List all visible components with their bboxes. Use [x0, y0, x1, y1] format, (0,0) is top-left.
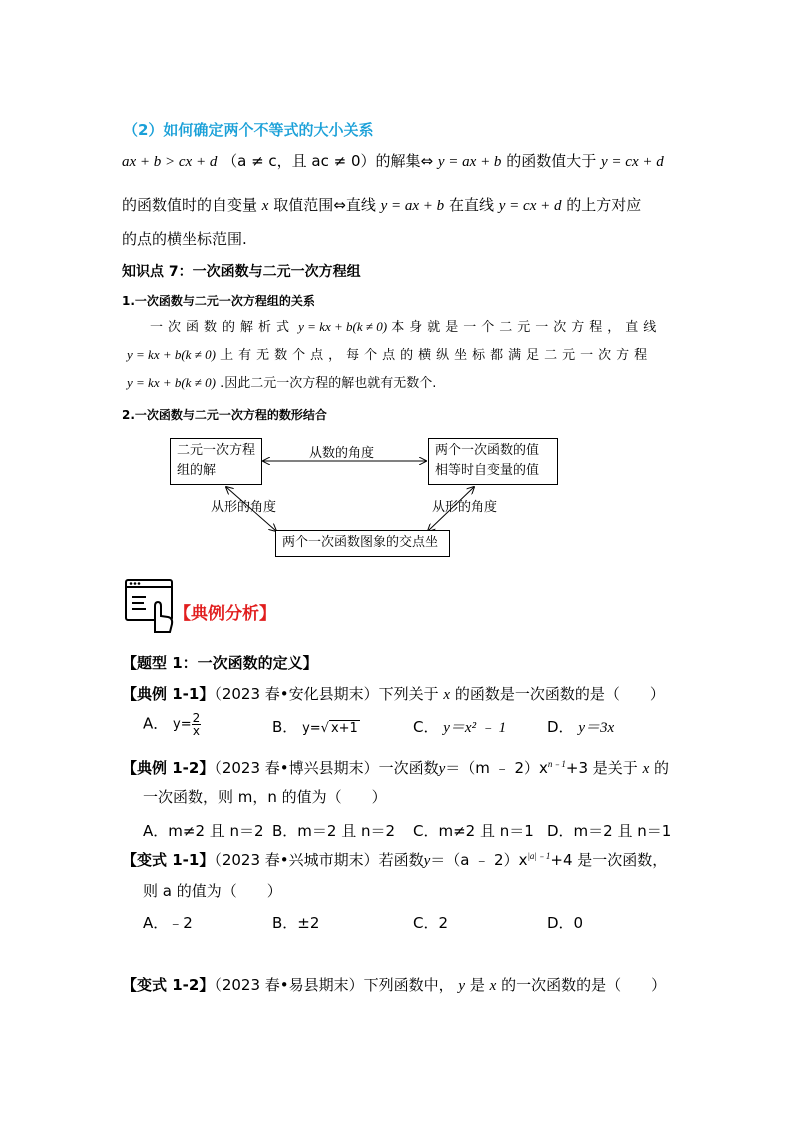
text: （a ≠ c，且 ac ≠ 0）的解集⇔ [222, 152, 434, 170]
math-function: y = cx + d [601, 154, 664, 170]
math-function: y = kx + b(k ≠ 0) [298, 319, 388, 334]
option-a[interactable] [143, 712, 201, 746]
option-c[interactable]: C．m≠2 且 n＝1 [413, 822, 534, 840]
example-tag: 【典例 1-2】 [122, 759, 215, 777]
text: 的函数值时的自变量 [122, 196, 258, 214]
text: 的一次函数的是（ ） [501, 976, 667, 994]
subheading-1: 1.一次函数与二元一次方程组的关系 [122, 294, 315, 308]
text: （2023 春•易县期末）下列函数中， [214, 976, 454, 994]
exponent: n﹣1 [547, 759, 566, 769]
math: y=√ [302, 721, 329, 736]
math-var: x [261, 198, 269, 214]
math-function: y = kx + b(k ≠ 0) [127, 375, 216, 390]
option-b[interactable]: B．m＝2 且 n＝2 [272, 822, 396, 840]
math: y＝3x [578, 720, 615, 736]
option-label: B． [272, 718, 298, 736]
text: 的 [654, 759, 670, 777]
fraction [192, 712, 202, 737]
option-a[interactable]: A．m≠2 且 n＝2 [143, 822, 264, 840]
text: 上有无数个点，每个点的横纵坐标都满足二元一次方程 [220, 348, 653, 363]
option-b[interactable]: B．±2 [272, 914, 320, 932]
section-heading: （2）如何确定两个不等式的大小关系 [123, 121, 374, 139]
option-d[interactable]: D．0 [547, 914, 584, 932]
text: （2023 春•兴城市期末）若函数 [214, 851, 424, 869]
option-c[interactable] [413, 716, 506, 737]
math-function: y = kx + b(k ≠ 0) [127, 347, 216, 362]
math-inequality: ax + b > cx + d [122, 154, 218, 170]
variant-tag: 【变式 1-2】 [122, 976, 215, 994]
bottom-box: 两个一次函数图象的交点坐 [275, 530, 450, 557]
option-a[interactable]: A．﹣2 [143, 914, 193, 932]
math-function: y = ax + b [437, 154, 502, 170]
text: 的函数值大于 [506, 152, 597, 170]
option-label: A． [143, 714, 169, 733]
math-var: x [642, 761, 650, 777]
text: 取值范围⇔直线 [273, 196, 376, 214]
variant-1-2-question [122, 974, 666, 995]
variant-1-1-line-2: 则 a 的值为（ ） [143, 882, 282, 900]
text: +3 是关于 [565, 759, 638, 777]
math-function: y = ax + b [380, 198, 445, 214]
subheading-2: 2.一次函数与二元一次方程的数形结合 [122, 408, 327, 422]
text: 一次函数的解析式 [150, 320, 295, 335]
math-function: y = cx + d [498, 198, 562, 214]
text: 的函数是一次函数的是（ ） [454, 685, 665, 703]
example-tag: 【典例 1-1】 [122, 685, 215, 703]
document-pointer-icon [124, 576, 176, 634]
example-1-2-question [122, 757, 669, 778]
math: ＝（a ﹣ 2）x [430, 851, 528, 869]
example-1-1-question [122, 683, 665, 704]
inequality-line-3: 的点的横坐标范围. [122, 230, 247, 248]
denominator: x [192, 724, 201, 738]
banner-title: 【典例分析】 [174, 604, 276, 624]
text: （2023 春•安化县期末）下列关于 [214, 685, 439, 703]
option-d[interactable]: D．m＝2 且 n＝1 [547, 822, 672, 840]
option-d[interactable] [547, 716, 614, 737]
right-box: 两个一次函数的值相等时自变量的值 [428, 438, 558, 485]
text: 是 [469, 976, 485, 994]
text: 的上方对应 [566, 196, 642, 214]
exponent: |a|﹣1 [527, 851, 551, 861]
numerator: 2 [192, 711, 201, 725]
math-var: y [423, 853, 431, 869]
left-arrow-label: 从形的角度 [211, 500, 277, 515]
right-arrow-label: 从形的角度 [432, 500, 498, 515]
type-heading: 【题型 1：一次函数的定义】 [122, 654, 318, 672]
math-var: x [489, 978, 497, 994]
knowledge-point-title: 知识点 7：一次函数与二元一次方程组 [122, 264, 361, 280]
math: y＝x² ﹣ 1 [443, 720, 507, 736]
math: y= [173, 717, 192, 732]
top-arrow-label: 从数的角度 [309, 446, 375, 461]
option-c[interactable]: C．2 [413, 914, 449, 932]
option-label: D． [547, 718, 574, 736]
text: +4 是一次函数， [550, 851, 668, 869]
math: ＝（m ﹣ 2）x [445, 759, 548, 777]
math-var: x [443, 687, 451, 703]
text: .因此二元一次方程的解也就有无数个. [220, 376, 437, 391]
text: （2023 春•博兴县期末）一次函数 [214, 759, 439, 777]
math-var: y [458, 978, 466, 994]
math-var: y [438, 761, 446, 777]
option-b[interactable] [272, 716, 360, 737]
example-1-2-line-2: 一次函数，则 m，n 的值为（ ） [143, 788, 387, 806]
variant-tag: 【变式 1-1】 [122, 851, 215, 869]
text: 本身就是一个二元一次方程，直线 [391, 320, 662, 335]
text: 在直线 [448, 196, 494, 214]
variant-1-1-question [122, 849, 667, 870]
left-box: 二元一次方程组的解 [170, 438, 262, 485]
option-label: C． [413, 718, 439, 736]
radicand: x+1 [330, 721, 358, 736]
